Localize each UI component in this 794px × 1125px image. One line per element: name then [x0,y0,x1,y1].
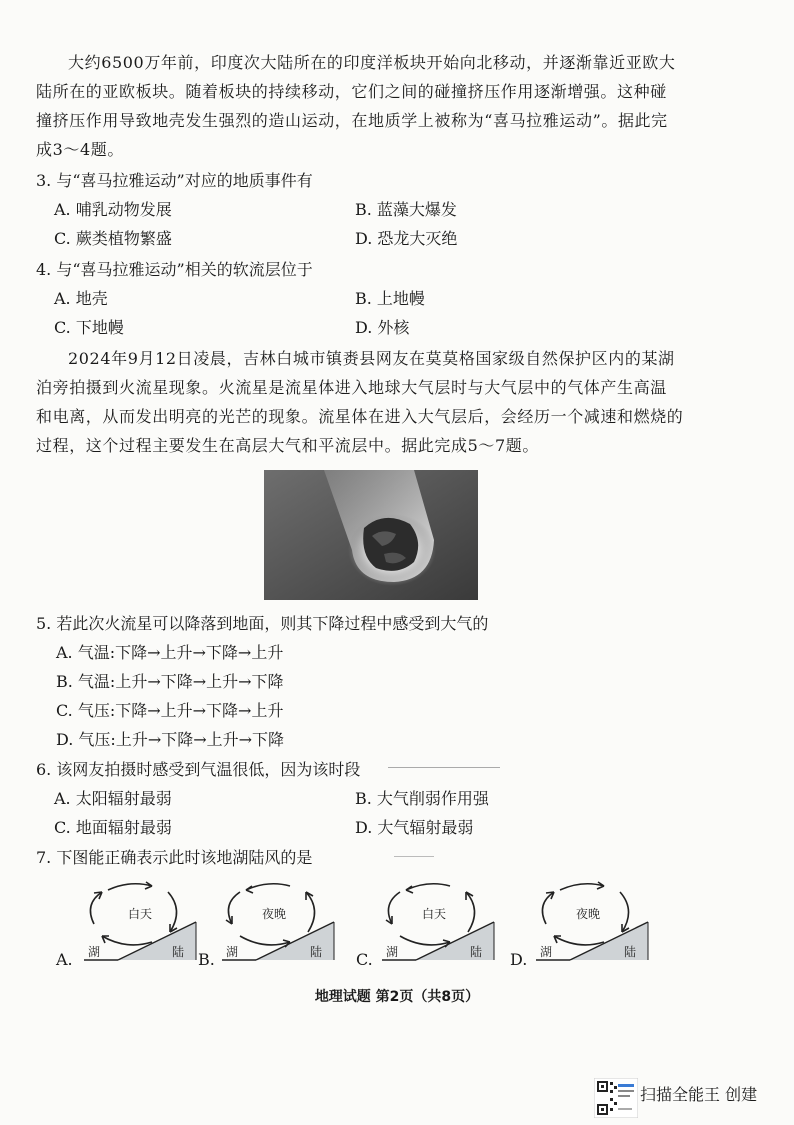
question-3-option-d[interactable]: D. 恐龙大灭绝 [355,229,458,248]
fireball-photo [264,470,478,600]
diagram-b-land: 陆 [310,945,323,959]
question-5-stem: 5. 若此次火流星可以降落到地面，则其下降过程中感受到大气的 [36,614,489,633]
diagram-b-time: 夜晚 [262,907,287,921]
question-5-option-b[interactable]: B. 气温:上升→下降→上升→下降 [56,672,284,691]
question-6-option-c[interactable]: C. 地面辐射最弱 [54,818,172,837]
question-6-stem: 6. 该网友拍摄时感受到气温很低，因为该时段 [36,760,361,779]
qr-code-icon [594,1078,638,1118]
passage-himalaya [36,48,754,164]
question-6-option-d[interactable]: D. 大气辐射最弱 [355,818,474,837]
diagram-a-time: 白天 [128,907,153,921]
question-3-option-b[interactable]: B. 蓝藻大爆发 [355,200,457,219]
passage-line: 泊旁拍摄到火流星现象。火流星是流星体进入地球大气层时与大气层中的气体产生高温 [36,378,667,397]
question-6-option-a[interactable]: A. 太阳辐射最弱 [54,789,172,808]
question-4-option-b[interactable]: B. 上地幔 [355,289,425,308]
diagram-a-land: 陆 [172,945,185,959]
diagram-c-land: 陆 [470,945,483,959]
question-4-option-a[interactable]: A. 地壳 [54,289,108,308]
diagram-b-letter[interactable]: B. [198,950,215,969]
question-4-stem: 4. 与“喜马拉雅运动”相关的软流层位于 [36,260,313,279]
scanner-watermark: 扫描全能王 创建 [640,1085,758,1104]
question-4-option-d[interactable]: D. 外核 [355,318,410,337]
diagram-c-time: 白天 [422,907,447,921]
question-7-stem: 7. 下图能正确表示此时该地湖陆风的是 [36,848,313,867]
question-5-option-a[interactable]: A. 气温:下降→上升→下降→上升 [56,643,284,662]
question-3-option-c[interactable]: C. 蕨类植物繁盛 [54,229,172,248]
scan-artifact-line [394,856,434,857]
diagram-a-lake: 湖 [88,945,101,959]
diagram-b-lake: 湖 [226,945,239,959]
diagram-d-time: 夜晚 [576,907,601,921]
diagram-c-lake: 湖 [386,945,399,959]
page-footer: 地理试题 第2页（共8页） [314,989,480,1005]
diagram-d-land: 陆 [624,945,637,959]
scan-artifact-line [388,767,500,768]
question-4-option-c[interactable]: C. 下地幔 [54,318,124,337]
question-3-option-a[interactable]: A. 哺乳动物发展 [54,200,172,219]
question-5-option-c[interactable]: C. 气压:下降→上升→下降→上升 [56,701,284,720]
passage-line: 过程，这个过程主要发生在高层大气和平流层中。据此完成5～7题。 [36,436,539,455]
passage-line: 大约6500万年前，印度次大陆所在的印度洋板块开始向北移动，并逐渐靠近亚欧大 [68,53,676,72]
passage-line: 成3～4题。 [36,140,124,159]
diagram-d[interactable] [530,880,654,972]
passage-line: 陆所在的亚欧板块。随着板块的持续移动，它们之间的碰撞挤压作用逐渐增强。这种碰 [36,82,667,101]
diagram-a[interactable] [78,880,202,972]
passage-line: 2024年9月12日凌晨，吉林白城市镇赉县网友在莫莫格国家级自然保护区内的某湖 [68,349,675,368]
diagram-c[interactable] [376,880,500,972]
diagram-d-letter[interactable]: D. [510,950,528,969]
passage-fireball [36,344,754,460]
diagram-c-letter[interactable]: C. [356,950,373,969]
passage-line: 和电离，从而发出明亮的光芒的现象。流星体在进入大气层后，会经历一个减速和燃烧的 [36,407,684,426]
diagram-a-letter[interactable]: A. [56,950,73,969]
diagram-b[interactable] [216,880,340,972]
question-6-option-b[interactable]: B. 大气削弱作用强 [355,789,489,808]
question-3-stem: 3. 与“喜马拉雅运动”对应的地质事件有 [36,171,313,190]
diagram-d-lake: 湖 [540,945,553,959]
passage-line: 撞挤压作用导致地壳发生强烈的造山运动，在地质学上被称为“喜马拉雅运动”。据此完 [36,111,668,130]
question-5-option-d[interactable]: D. 气压:上升→下降→上升→下降 [56,730,285,749]
